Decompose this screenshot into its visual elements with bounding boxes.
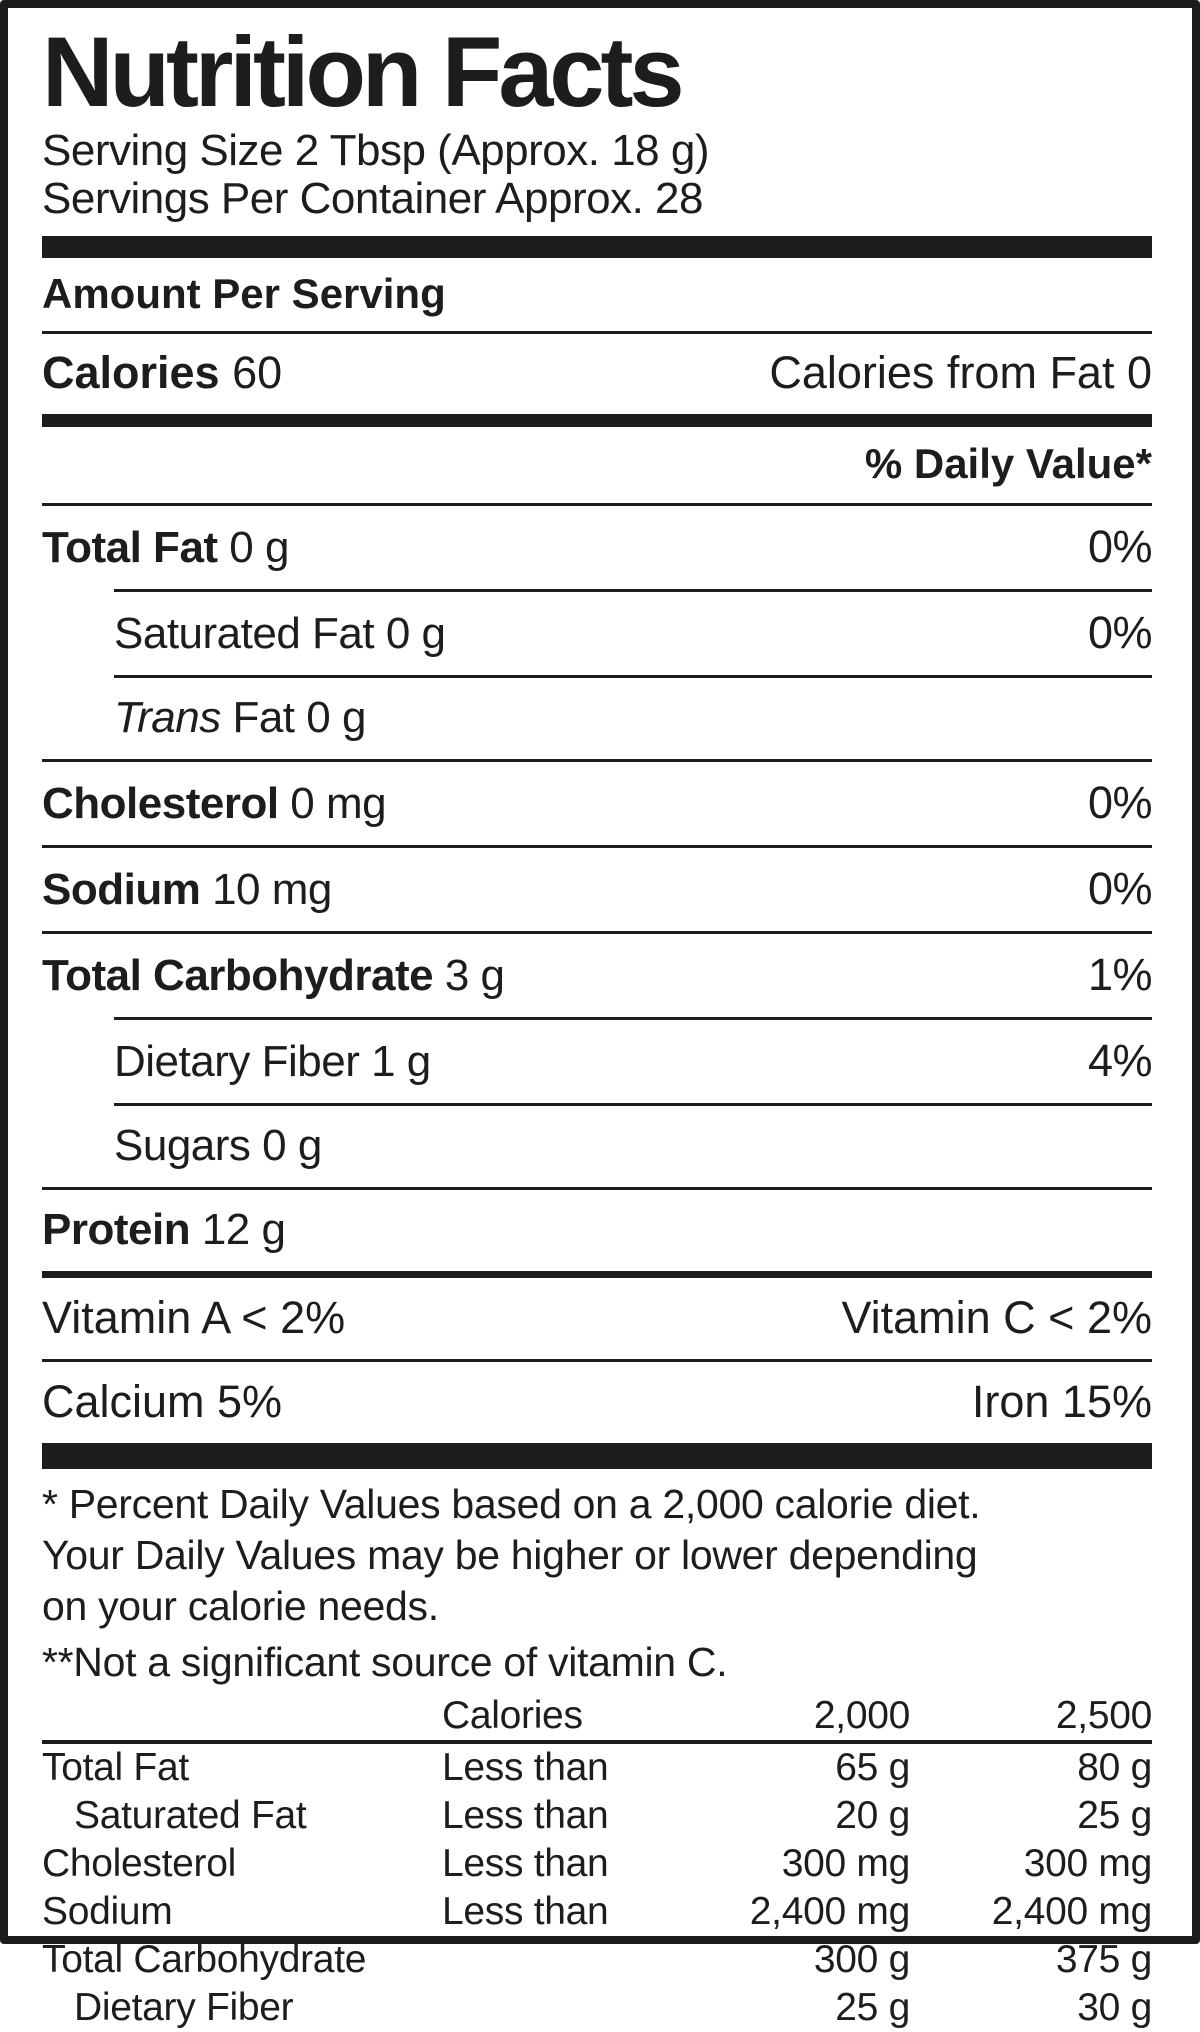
reference-row-saturated-fat: Saturated Fat Less than 20 g 25 g — [74, 1793, 1152, 1837]
thick-divider-bar — [42, 236, 1152, 258]
calcium-value: Calcium 5% — [42, 1375, 283, 1427]
daily-value-percent: 0% — [1087, 520, 1152, 572]
label-title: Nutrition Facts — [42, 16, 681, 127]
reference-table — [42, 1692, 1152, 2032]
nutrient-row-sodium: Sodium 10 mg 0% — [42, 845, 1152, 931]
nutrient-row-saturated-fat: Saturated Fat 0 g 0% — [114, 589, 1152, 675]
reference-row-cholesterol: Cholesterol Less than 300 mg 300 mg — [42, 1841, 1152, 1885]
nutrient-row-cholesterol: Cholesterol 0 mg 0% — [42, 759, 1152, 845]
header-2000: 2,000 — [813, 1693, 910, 1737]
nutrient-row-dietary-fiber: Dietary Fiber 1 g 4% — [114, 1017, 1152, 1103]
header-2500: 2,500 — [1055, 1693, 1152, 1737]
daily-value-percent: 1% — [1087, 948, 1152, 1000]
vitamin-c-value: Vitamin C < 2% — [841, 1291, 1152, 1343]
daily-value-header: % Daily Value* — [864, 439, 1152, 487]
vitamin-row-calcium-iron — [42, 1359, 1152, 1443]
footnote-line: Your Daily Values may be higher or lower depending — [42, 1532, 978, 1579]
reference-row-dietary-fiber: Dietary Fiber 25 g 30 g — [74, 1985, 1152, 2029]
amount-per-serving-heading: Amount Per Serving — [42, 269, 446, 317]
servings-per-container-text: Servings Per Container Approx. 28 — [42, 174, 703, 224]
calories-label: Calories — [42, 346, 220, 398]
thick-divider-bar — [42, 1443, 1152, 1469]
nutrient-row-total-carbohydrate: Total Carbohydrate 3 g 1% — [42, 931, 1152, 1017]
footnote-block — [42, 1479, 1152, 1688]
calories-row — [42, 331, 1152, 414]
vitamin-a-value: Vitamin A < 2% — [42, 1291, 346, 1343]
nutrient-row-sugars: Sugars 0 g — [114, 1103, 1152, 1187]
footnote-line: **Not a significant source of vitamin C. — [42, 1638, 728, 1685]
reference-row-sodium: Sodium Less than 2,400 mg 2,400 mg — [42, 1889, 1152, 1933]
daily-value-percent: 4% — [1087, 1034, 1152, 1086]
medium-divider-bar — [42, 414, 1152, 427]
thin-divider-bar — [42, 1271, 1152, 1278]
header-calories: Calories — [442, 1693, 583, 1737]
nutrient-row-protein: Protein 12 g — [42, 1187, 1152, 1271]
iron-value: Iron 15% — [971, 1375, 1152, 1427]
calories-value: Calories 60 — [42, 346, 283, 398]
calories-from-fat: Calories from Fat 0 — [769, 346, 1152, 398]
footnote-line: on your calorie needs. — [42, 1583, 439, 1630]
reference-table-header — [42, 1692, 1152, 1744]
serving-size-text: Serving Size 2 Tbsp (Approx. 18 g) — [42, 126, 709, 175]
nutrient-row-total-fat: Total Fat 0 g 0% — [42, 503, 1152, 589]
vitamin-row-a-c — [42, 1278, 1152, 1359]
nutrient-row-trans-fat: Trans Fat 0 g — [114, 675, 1152, 759]
reference-row-total-carbohydrate: Total Carbohydrate 300 g 375 g — [42, 1937, 1152, 1981]
daily-value-percent: 0% — [1087, 862, 1152, 914]
reference-row-total-fat: Total Fat Less than 65 g 80 g — [42, 1745, 1152, 1789]
daily-value-percent: 0% — [1087, 606, 1152, 658]
footnote-line: * Percent Daily Values based on a 2,000 calorie diet. — [42, 1480, 981, 1527]
daily-value-percent: 0% — [1087, 776, 1152, 828]
